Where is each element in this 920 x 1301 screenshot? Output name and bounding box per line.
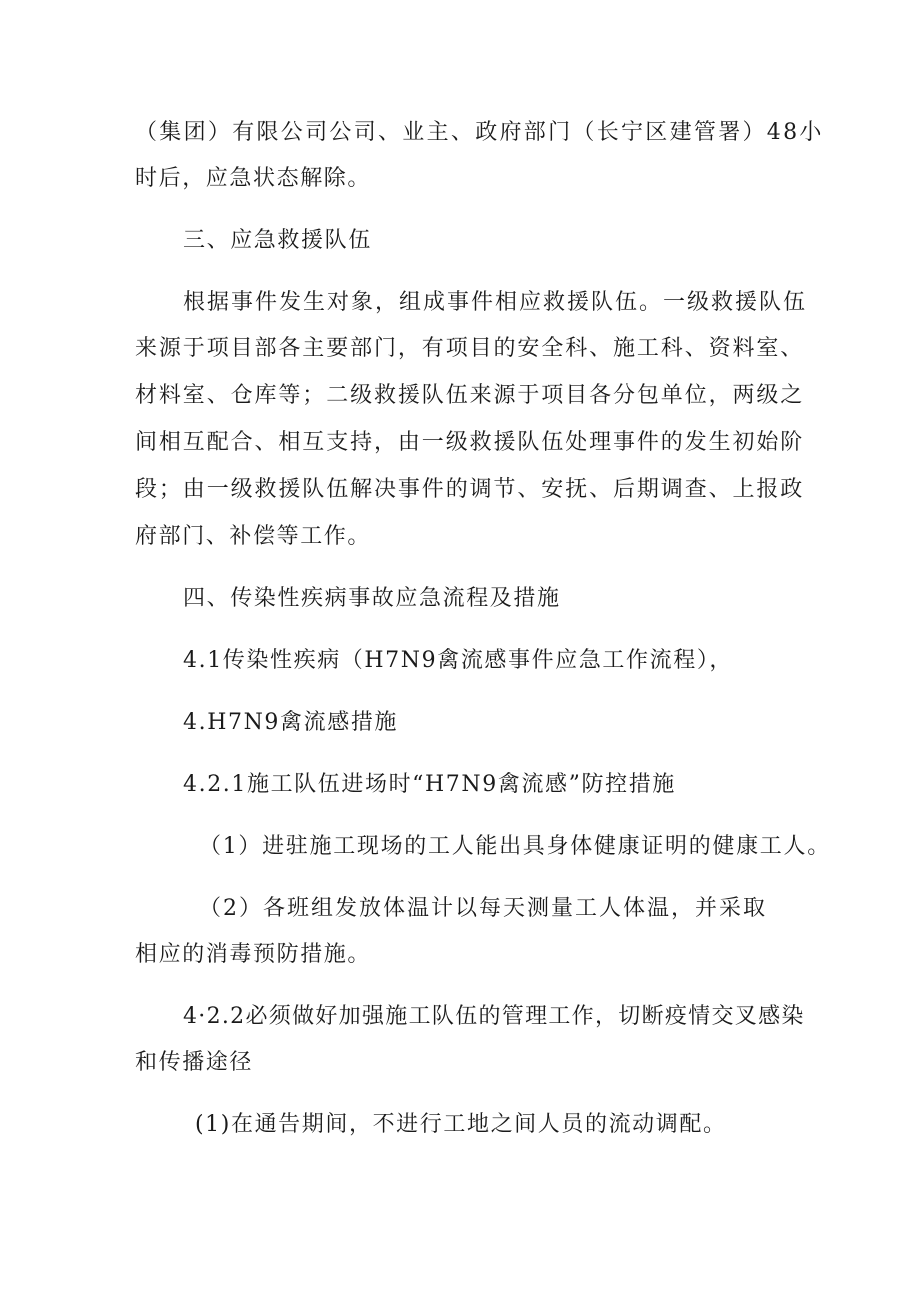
section-heading-3: 三、应急救援队伍	[183, 228, 372, 253]
paragraph-line-4: 根据事件发生对象，组成事件相应救援队伍。一级救援队伍	[183, 290, 808, 315]
subsection-4-1: 4.1传染性疾病（H7N9禽流感事件应急工作流程），	[183, 648, 734, 673]
paragraph-line-6: 材料室、仓库等；二级救援队伍来源于项目各分包单位，两级之	[135, 383, 805, 408]
section-heading-4: 四、传染性疾病事故应急流程及措施	[183, 586, 561, 611]
paragraph-line-7: 间相互配合、相互支持，由一级救援队伍处理事件的发生初始阶	[135, 430, 805, 455]
list-item-1: （1）进驻施工现场的工人能出具身体健康证明的健康工人。	[199, 834, 831, 859]
paragraph-line-8: 段；由一级救援队伍解决事件的调节、安抚、后期调查、上报政	[135, 477, 805, 502]
paragraph-line-2: 时后，应急状态解除。	[135, 166, 372, 191]
subsection-4-2-2: 4·2.2必须做好加强施工队伍的管理工作，切断疫情交叉感染	[183, 1004, 805, 1029]
subsection-4-2-2-cont: 和传播途径	[135, 1050, 254, 1075]
list-item-1b: (1)在通告期间，不进行工地之间人员的流动调配。	[195, 1112, 727, 1137]
subsection-4-h7n9: 4.H7N9禽流感措施	[183, 710, 399, 735]
list-item-2-cont: 相应的消毒预防措施。	[135, 942, 372, 967]
paragraph-line-1: （集团）有限公司公司、业主、政府部门（长宁区建管署）48小	[135, 120, 824, 145]
paragraph-line-9: 府部门、补偿等工作。	[135, 524, 372, 549]
subsection-4-2-1: 4.2.1施工队伍进场时“H7N9禽流感”防控措施	[183, 772, 676, 797]
list-item-2: （2）各班组发放体温计以每天测量工人体温，并采取	[199, 896, 767, 921]
paragraph-line-5: 来源于项目部各主要部门，有项目的安全科、施工科、资料室、	[135, 336, 805, 361]
